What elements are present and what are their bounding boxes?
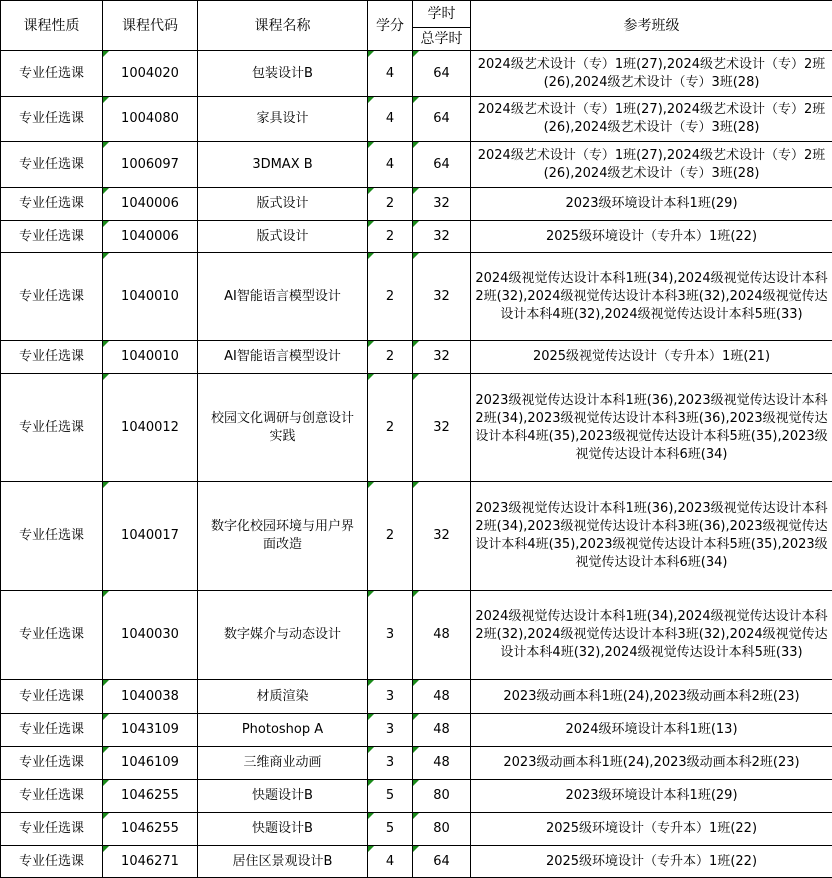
course-type-cell: 专业任选课	[1, 482, 103, 591]
classes-cell: 2024级环境设计本科1班(13)	[471, 714, 832, 747]
course-code-cell: 1040017	[103, 482, 198, 591]
course-type-cell: 专业任选课	[1, 813, 103, 846]
table-row	[1, 813, 832, 846]
course-name-cell: 数字媒介与动态设计	[198, 591, 368, 680]
course-name-cell: 三维商业动画	[198, 747, 368, 780]
course-name-cell: AI智能语言模型设计	[198, 341, 368, 374]
classes-cell: 2024级艺术设计（专）1班(27),2024级艺术设计（专）2班(26),2024级艺术设计（专）3班(28)	[471, 142, 832, 188]
header-type: 课程性质	[1, 1, 103, 51]
course-code-cell: 1004080	[103, 97, 198, 142]
table-row	[1, 142, 832, 188]
hours-cell: 32	[413, 253, 471, 341]
hours-cell: 32	[413, 188, 471, 221]
course-type-cell: 专业任选课	[1, 714, 103, 747]
hours-cell: 32	[413, 221, 471, 253]
classes-cell: 2023级动画本科1班(24),2023级动画本科2班(23)	[471, 680, 832, 714]
course-name-cell: 校园文化调研与创意设计实践	[198, 374, 368, 482]
course-type-cell: 专业任选课	[1, 188, 103, 221]
table-row	[1, 51, 832, 97]
classes-cell: 2023级动画本科1班(24),2023级动画本科2班(23)	[471, 747, 832, 780]
classes-cell: 2024级艺术设计（专）1班(27),2024级艺术设计（专）2班(26),2024级艺术设计（专）3班(28)	[471, 51, 832, 97]
classes-cell: 2023级环境设计本科1班(29)	[471, 188, 832, 221]
course-code-cell: 1046255	[103, 813, 198, 846]
course-name-cell: 3DMAX B	[198, 142, 368, 188]
course-name-cell: 包装设计B	[198, 51, 368, 97]
course-code-cell: 1040010	[103, 341, 198, 374]
credit-cell: 3	[368, 680, 413, 714]
course-code-cell: 1040012	[103, 374, 198, 482]
header-name: 课程名称	[198, 1, 368, 51]
header-classes: 参考班级	[471, 1, 832, 51]
classes-cell: 2025级环境设计（专升本）1班(22)	[471, 221, 832, 253]
classes-cell: 2025级视觉传达设计（专升本）1班(21)	[471, 341, 832, 374]
classes-cell: 2023级视觉传达设计本科1班(36),2023级视觉传达设计本科2班(34),2023级视觉传达设计本科3班(36),2023级视觉传达设计本科4班(35),2023级视觉传达设计本科5班(35),2023级视觉传达设计本科6班(34)	[471, 374, 832, 482]
course-code-cell: 1040006	[103, 221, 198, 253]
hours-cell: 48	[413, 714, 471, 747]
header-row	[1, 1, 832, 28]
course-code-cell: 1040030	[103, 591, 198, 680]
course-code-cell: 1006097	[103, 142, 198, 188]
credit-cell: 3	[368, 591, 413, 680]
course-name-cell: 材质渲染	[198, 680, 368, 714]
credit-cell: 2	[368, 482, 413, 591]
course-name-cell: 版式设计	[198, 188, 368, 221]
course-code-cell: 1004020	[103, 51, 198, 97]
header-hours: 总学时	[413, 28, 471, 51]
table-row	[1, 680, 832, 714]
course-name-cell: 快题设计B	[198, 780, 368, 813]
credit-cell: 2	[368, 253, 413, 341]
course-type-cell: 专业任选课	[1, 142, 103, 188]
course-type-cell: 专业任选课	[1, 374, 103, 482]
table-row	[1, 97, 832, 142]
classes-cell: 2024级视觉传达设计本科1班(34),2024级视觉传达设计本科2班(32),2024级视觉传达设计本科3班(32),2024级视觉传达设计本科4班(32),2024级视觉传达设计本科5班(33)	[471, 253, 832, 341]
course-code-cell: 1040010	[103, 253, 198, 341]
course-name-cell: AI智能语言模型设计	[198, 253, 368, 341]
credit-cell: 4	[368, 846, 413, 878]
course-type-cell: 专业任选课	[1, 341, 103, 374]
table-row	[1, 253, 832, 341]
course-name-cell: Photoshop A	[198, 714, 368, 747]
hours-cell: 48	[413, 747, 471, 780]
hours-cell: 32	[413, 374, 471, 482]
course-type-cell: 专业任选课	[1, 221, 103, 253]
hours-cell: 32	[413, 341, 471, 374]
table-row	[1, 221, 832, 253]
hours-cell: 64	[413, 142, 471, 188]
credit-cell: 5	[368, 813, 413, 846]
credit-cell: 2	[368, 341, 413, 374]
table-row	[1, 341, 832, 374]
course-type-cell: 专业任选课	[1, 680, 103, 714]
table-row	[1, 714, 832, 747]
credit-cell: 3	[368, 714, 413, 747]
credit-cell: 4	[368, 97, 413, 142]
course-type-cell: 专业任选课	[1, 253, 103, 341]
classes-cell: 2025级环境设计（专升本）1班(22)	[471, 846, 832, 878]
header-code: 课程代码	[103, 1, 198, 51]
course-type-cell: 专业任选课	[1, 747, 103, 780]
course-name-cell: 居住区景观设计B	[198, 846, 368, 878]
course-name-cell: 家具设计	[198, 97, 368, 142]
hours-cell: 64	[413, 846, 471, 878]
table-row	[1, 591, 832, 680]
course-code-cell: 1046255	[103, 780, 198, 813]
credit-cell: 5	[368, 780, 413, 813]
classes-cell: 2025级环境设计（专升本）1班(22)	[471, 813, 832, 846]
classes-cell: 2023级视觉传达设计本科1班(36),2023级视觉传达设计本科2班(34),2023级视觉传达设计本科3班(36),2023级视觉传达设计本科4班(35),2023级视觉传达设计本科5班(35),2023级视觉传达设计本科6班(34)	[471, 482, 832, 591]
credit-cell: 2	[368, 221, 413, 253]
hours-cell: 80	[413, 780, 471, 813]
course-code-cell: 1043109	[103, 714, 198, 747]
course-code-cell: 1046271	[103, 846, 198, 878]
hours-cell: 64	[413, 97, 471, 142]
table-row	[1, 846, 832, 878]
hours-cell: 80	[413, 813, 471, 846]
course-code-cell: 1040006	[103, 188, 198, 221]
header-hours-group: 学时	[413, 1, 471, 28]
credit-cell: 2	[368, 188, 413, 221]
table-row	[1, 374, 832, 482]
hours-cell: 48	[413, 680, 471, 714]
credit-cell: 4	[368, 51, 413, 97]
course-type-cell: 专业任选课	[1, 591, 103, 680]
hours-cell: 64	[413, 51, 471, 97]
credit-cell: 4	[368, 142, 413, 188]
course-type-cell: 专业任选课	[1, 780, 103, 813]
course-code-cell: 1040038	[103, 680, 198, 714]
hours-cell: 48	[413, 591, 471, 680]
credit-cell: 3	[368, 747, 413, 780]
table-row	[1, 482, 832, 591]
hours-cell: 32	[413, 482, 471, 591]
classes-cell: 2024级视觉传达设计本科1班(34),2024级视觉传达设计本科2班(32),2024级视觉传达设计本科3班(32),2024级视觉传达设计本科4班(32),2024级视觉传达设计本科5班(33)	[471, 591, 832, 680]
classes-cell: 2024级艺术设计（专）1班(27),2024级艺术设计（专）2班(26),2024级艺术设计（专）3班(28)	[471, 97, 832, 142]
course-code-cell: 1046109	[103, 747, 198, 780]
course-type-cell: 专业任选课	[1, 846, 103, 878]
course-name-cell: 版式设计	[198, 221, 368, 253]
classes-cell: 2023级环境设计本科1班(29)	[471, 780, 832, 813]
course-type-cell: 专业任选课	[1, 51, 103, 97]
table-row	[1, 780, 832, 813]
credit-cell: 2	[368, 374, 413, 482]
table-row	[1, 188, 832, 221]
table-row	[1, 747, 832, 780]
course-name-cell: 数字化校园环境与用户界面改造	[198, 482, 368, 591]
course-name-cell: 快题设计B	[198, 813, 368, 846]
header-credit: 学分	[368, 1, 413, 51]
course-type-cell: 专业任选课	[1, 97, 103, 142]
